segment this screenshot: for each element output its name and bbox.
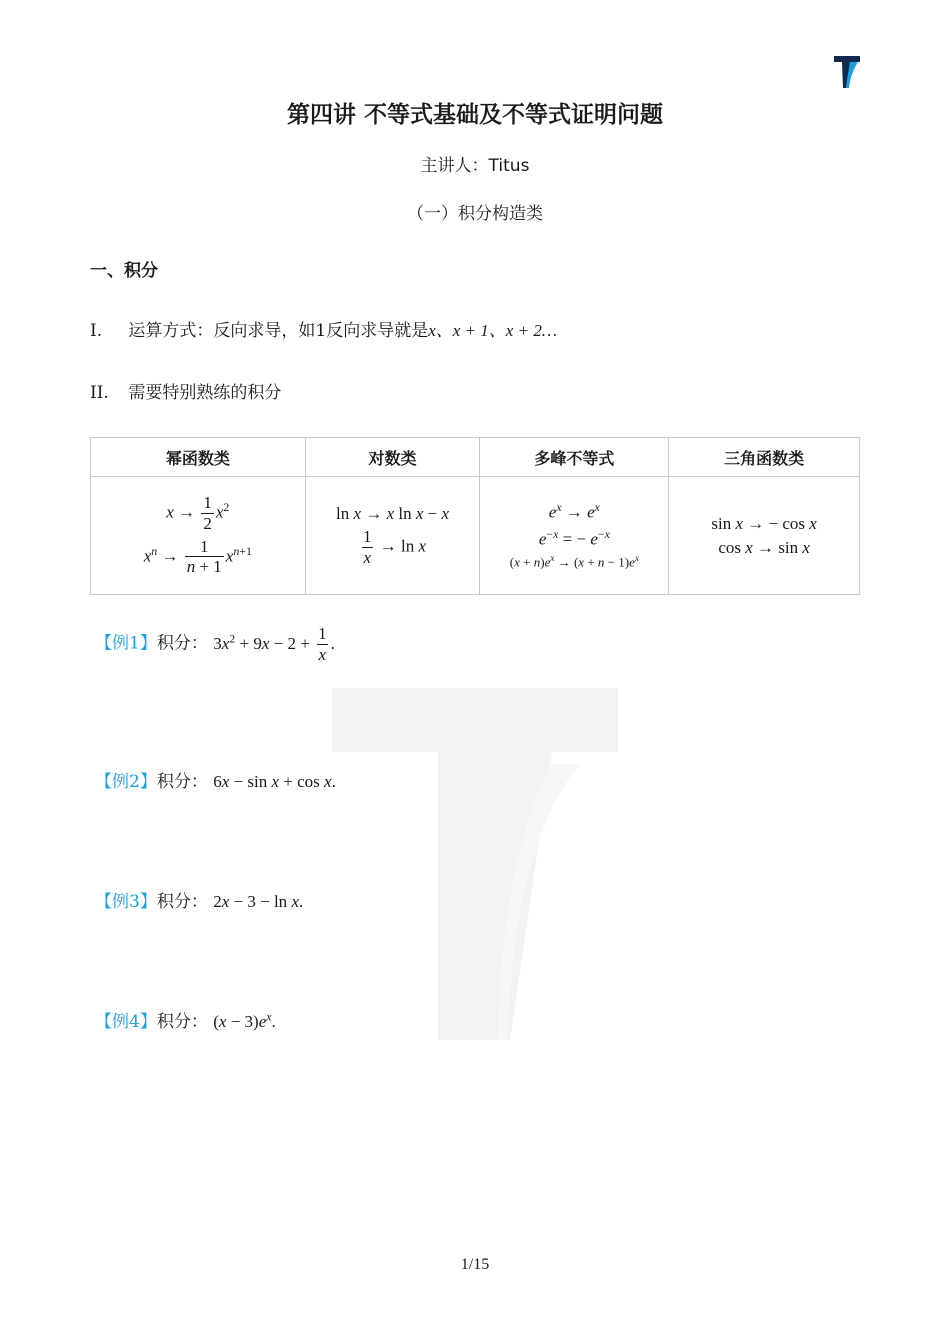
example-tag: 【例2】 [95, 772, 157, 792]
example-label: 积分： [156, 772, 208, 792]
example-label: 积分： [156, 892, 208, 912]
formula: ln x → x ln x − x [336, 503, 450, 523]
formula: $x^n$ → $\frac{1}{n + 1}$ $x^{n+1}$ [143, 536, 252, 577]
section-heading: 一、积分 [90, 261, 158, 281]
formula: $e^{-x}$ = − $e^{-x}$ [538, 526, 610, 549]
item-text: 需要特别熟练的积分 [128, 383, 282, 403]
power-cell [91, 477, 306, 595]
example-label: 积分： [156, 633, 208, 654]
item-number: II. [90, 383, 109, 403]
page-number: 1/15 [460, 1256, 490, 1273]
example-1 [95, 625, 335, 664]
example-2 [95, 767, 336, 792]
table-header-row [91, 438, 860, 477]
formula: $(x + n)e^x \to (x + n - 1)e^x$ [509, 553, 639, 570]
item-number: I. [90, 321, 103, 341]
multi-peak-cell [480, 477, 669, 595]
logo [834, 56, 862, 92]
log-cell [305, 477, 480, 595]
formula: x → $\frac{1}{2}$ $x^2$ [166, 493, 230, 533]
example-tag: 【例3】 [95, 892, 157, 912]
item-formula: x、x + 1、x + 2… [428, 321, 557, 340]
example-formula: 6x − sin x + cos x. [213, 772, 336, 791]
example-4 [95, 1007, 276, 1032]
item-text: 运算方式：反向求导，如1反向求导就是 [128, 321, 429, 341]
example-3 [95, 887, 303, 912]
example-tag: 【例4】 [95, 1012, 157, 1032]
list-item [90, 316, 557, 341]
part-heading: （一）积分构造类 [407, 204, 543, 224]
list-item [90, 378, 281, 403]
watermark-logo [330, 688, 620, 1048]
formula: $\frac{1}{x}$ → ln x [363, 526, 427, 567]
table-row [91, 477, 860, 595]
example-tag: 【例1】 [95, 633, 157, 654]
table-header: 三角函数类 [669, 438, 860, 477]
formula: sin x → − cos x [711, 513, 817, 533]
lecturer: 主讲人：Titus [420, 156, 530, 176]
example-formula: $(x - 3)e^x$. [213, 1009, 276, 1031]
integral-table [90, 437, 860, 595]
example-formula: $3x^2 + 9x - 2$ + $\frac{1}{x}$ . [213, 624, 335, 664]
example-label: 积分： [156, 1012, 208, 1032]
trig-cell [669, 477, 860, 595]
formula: $e^x \to e^x$ [548, 500, 600, 522]
table-header: 多峰不等式 [480, 438, 669, 477]
table-header: 对数类 [305, 438, 480, 477]
example-formula: 2x − 3 − ln x. [213, 892, 304, 911]
table-header: 幂函数类 [91, 438, 306, 477]
formula: cos x → sin x [718, 537, 810, 557]
document-title: 第四讲 不等式基础及不等式证明问题 [286, 102, 663, 128]
